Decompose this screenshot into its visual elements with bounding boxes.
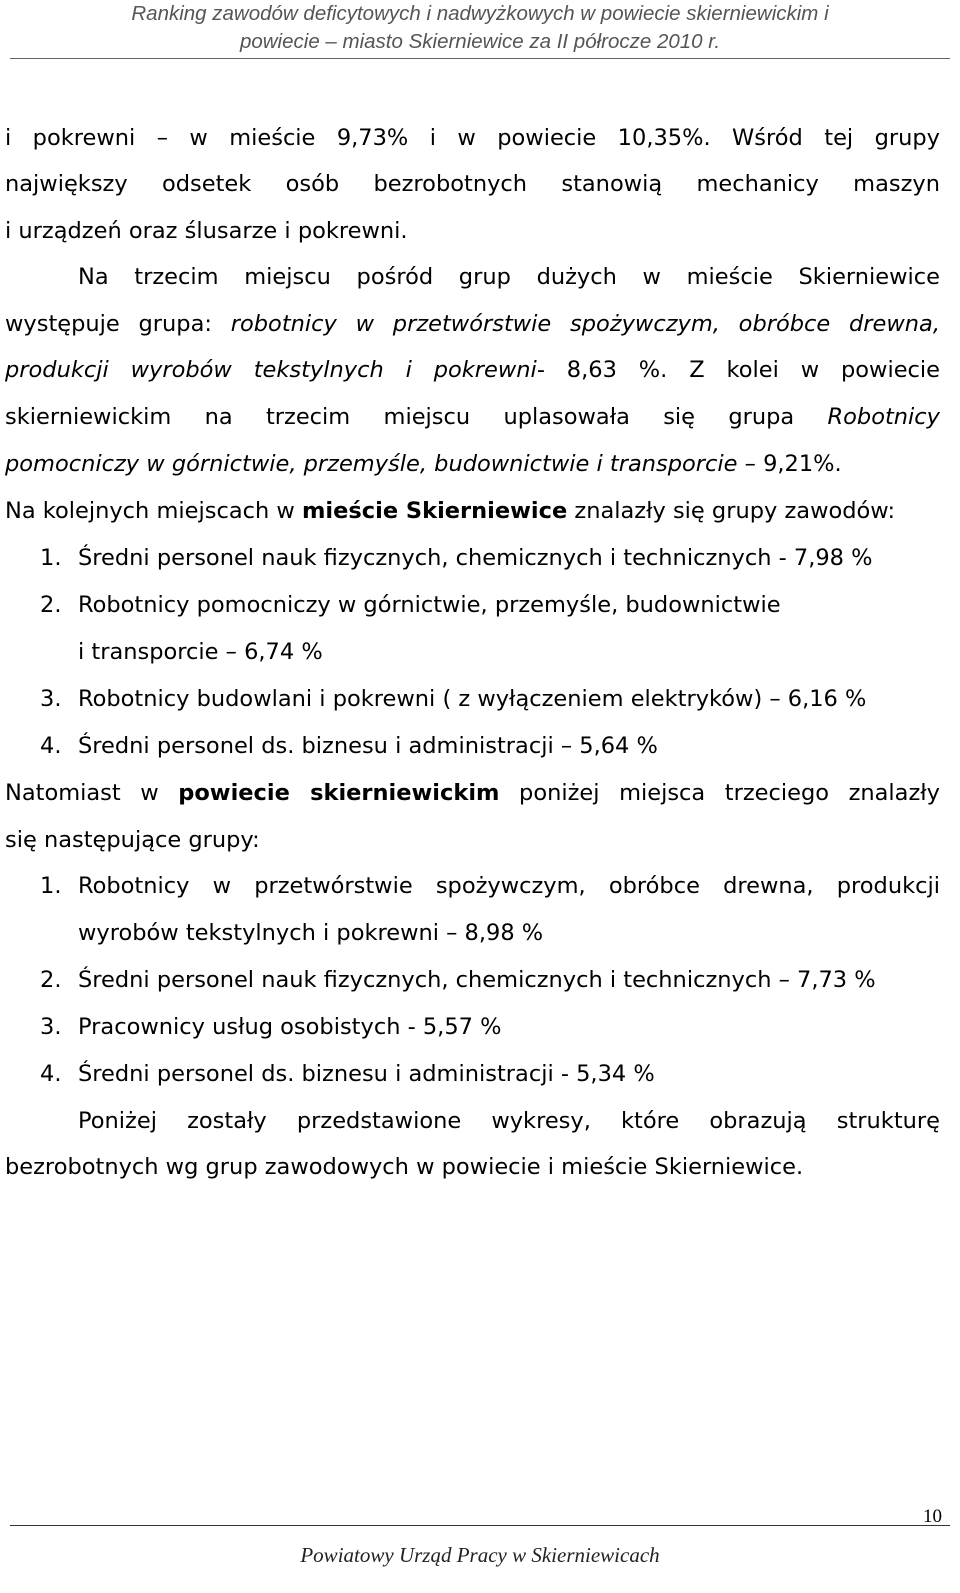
city-list-item: Robotnicy pomocniczy w górnictwie, przemyśle, budownictwie (78, 592, 781, 618)
paragraph-2-italic-group: pomocniczy w górnictwie, przemyśle, budownictwie i transporcie (5, 451, 738, 477)
header-title-line-2: powiecie – miasto Skierniewice za II półrocze 2010 r. (239, 30, 721, 53)
city-list-number: 2. (40, 592, 62, 618)
paragraph-3-bold: mieście Skierniewice (301, 498, 568, 524)
paragraph-2-line-3 (5, 355, 940, 385)
county-list-item: Pracownicy usług osobistych - 5,57 % (78, 1014, 502, 1040)
paragraph-2-line-4 (5, 402, 940, 432)
paragraph-1-line-3: i urządzeń oraz ślusarze i pokrewni. (5, 218, 408, 244)
paragraph-2-text: – 9,21%. (737, 451, 842, 477)
county-list-number: 3. (40, 1014, 62, 1040)
county-list-number: 2. (40, 967, 62, 993)
paragraph-2-line-5 (5, 449, 940, 479)
paragraph-2-text: - 8,63 %. Z kolei w powiecie (536, 357, 941, 383)
paragraph-2-line-1: Na trzecim miejscu pośród grup dużych w mieście Skierniewice (78, 264, 940, 290)
paragraph-2-text: skierniewickim na trzecim miejscu uplasowała się grupa (5, 404, 828, 430)
paragraph-4-bold: powiecie skierniewickim (178, 780, 500, 806)
paragraph-2-italic-group: Robotnicy (827, 404, 940, 430)
county-list-item: Robotnicy w przetwórstwie spożywczym, obróbce drewna, produkcji (78, 873, 940, 899)
header-title-line-1: Ranking zawodów deficytowych i nadwyżkowych w powiecie skierniewickim i (131, 2, 829, 25)
paragraph-5-line-1: Poniżej zostały przedstawione wykresy, które obrazują strukturę (78, 1108, 940, 1134)
paragraph-2-line-2 (5, 309, 940, 339)
city-list-item-continued: i transporcie – 6,74 % (78, 639, 323, 665)
county-list-item-continued: wyrobów tekstylnych i pokrewni – 8,98 % (78, 920, 544, 946)
paragraph-4-line-1 (5, 778, 940, 808)
county-list-number: 1. (40, 873, 62, 899)
city-list-number: 1. (40, 545, 62, 571)
paragraph-2-italic-group: produkcji wyrobów tekstylnych i pokrewni (5, 357, 537, 383)
header-divider (10, 58, 950, 59)
paragraph-2-italic-group: robotnicy w przetwórstwie spożywczym, obróbce drewna, (230, 311, 940, 337)
county-list-item: Średni personel ds. biznesu i administracji - 5,34 % (78, 1061, 655, 1087)
paragraph-4-text: Natomiast w (5, 780, 179, 806)
paragraph-5-line-2: bezrobotnych wg grup zawodowych w powiecie i mieście Skierniewice. (5, 1154, 804, 1180)
paragraph-3-text: znalazły się grupy zawodów: (567, 498, 896, 524)
paragraph-2-text: występuje grupa: (5, 311, 231, 337)
paragraph-1-line-1: i pokrewni – w mieście 9,73% i w powiecie 10,35%. Wśród tej grupy (5, 125, 940, 151)
footer-divider (10, 1525, 950, 1526)
city-list-item: Robotnicy budowlani i pokrewni ( z wyłączeniem elektryków) – 6,16 % (78, 686, 867, 712)
county-list-number: 4. (40, 1061, 62, 1087)
paragraph-3-text: Na kolejnych miejscach w (5, 498, 302, 524)
paragraph-4-line-2: się następujące grupy: (5, 827, 260, 853)
paragraph-4-text: poniżej miejsca trzeciego znalazły (499, 780, 940, 806)
paragraph-1-line-2: największy odsetek osób bezrobotnych stanowią mechanicy maszyn (5, 171, 940, 197)
city-list-number: 4. (40, 733, 62, 759)
page-number: 10 (923, 1506, 942, 1527)
city-list-item: Średni personel nauk fizycznych, chemicznych i technicznych - 7,98 % (78, 545, 873, 571)
county-list-item: Średni personel nauk fizycznych, chemicznych i technicznych – 7,73 % (78, 967, 876, 993)
city-list-item: Średni personel ds. biznesu i administracji – 5,64 % (78, 733, 658, 759)
footer-office-name: Powiatowy Urząd Pracy w Skierniewicach (300, 1543, 660, 1567)
city-list-number: 3. (40, 686, 62, 712)
paragraph-3-line-1 (5, 496, 940, 526)
